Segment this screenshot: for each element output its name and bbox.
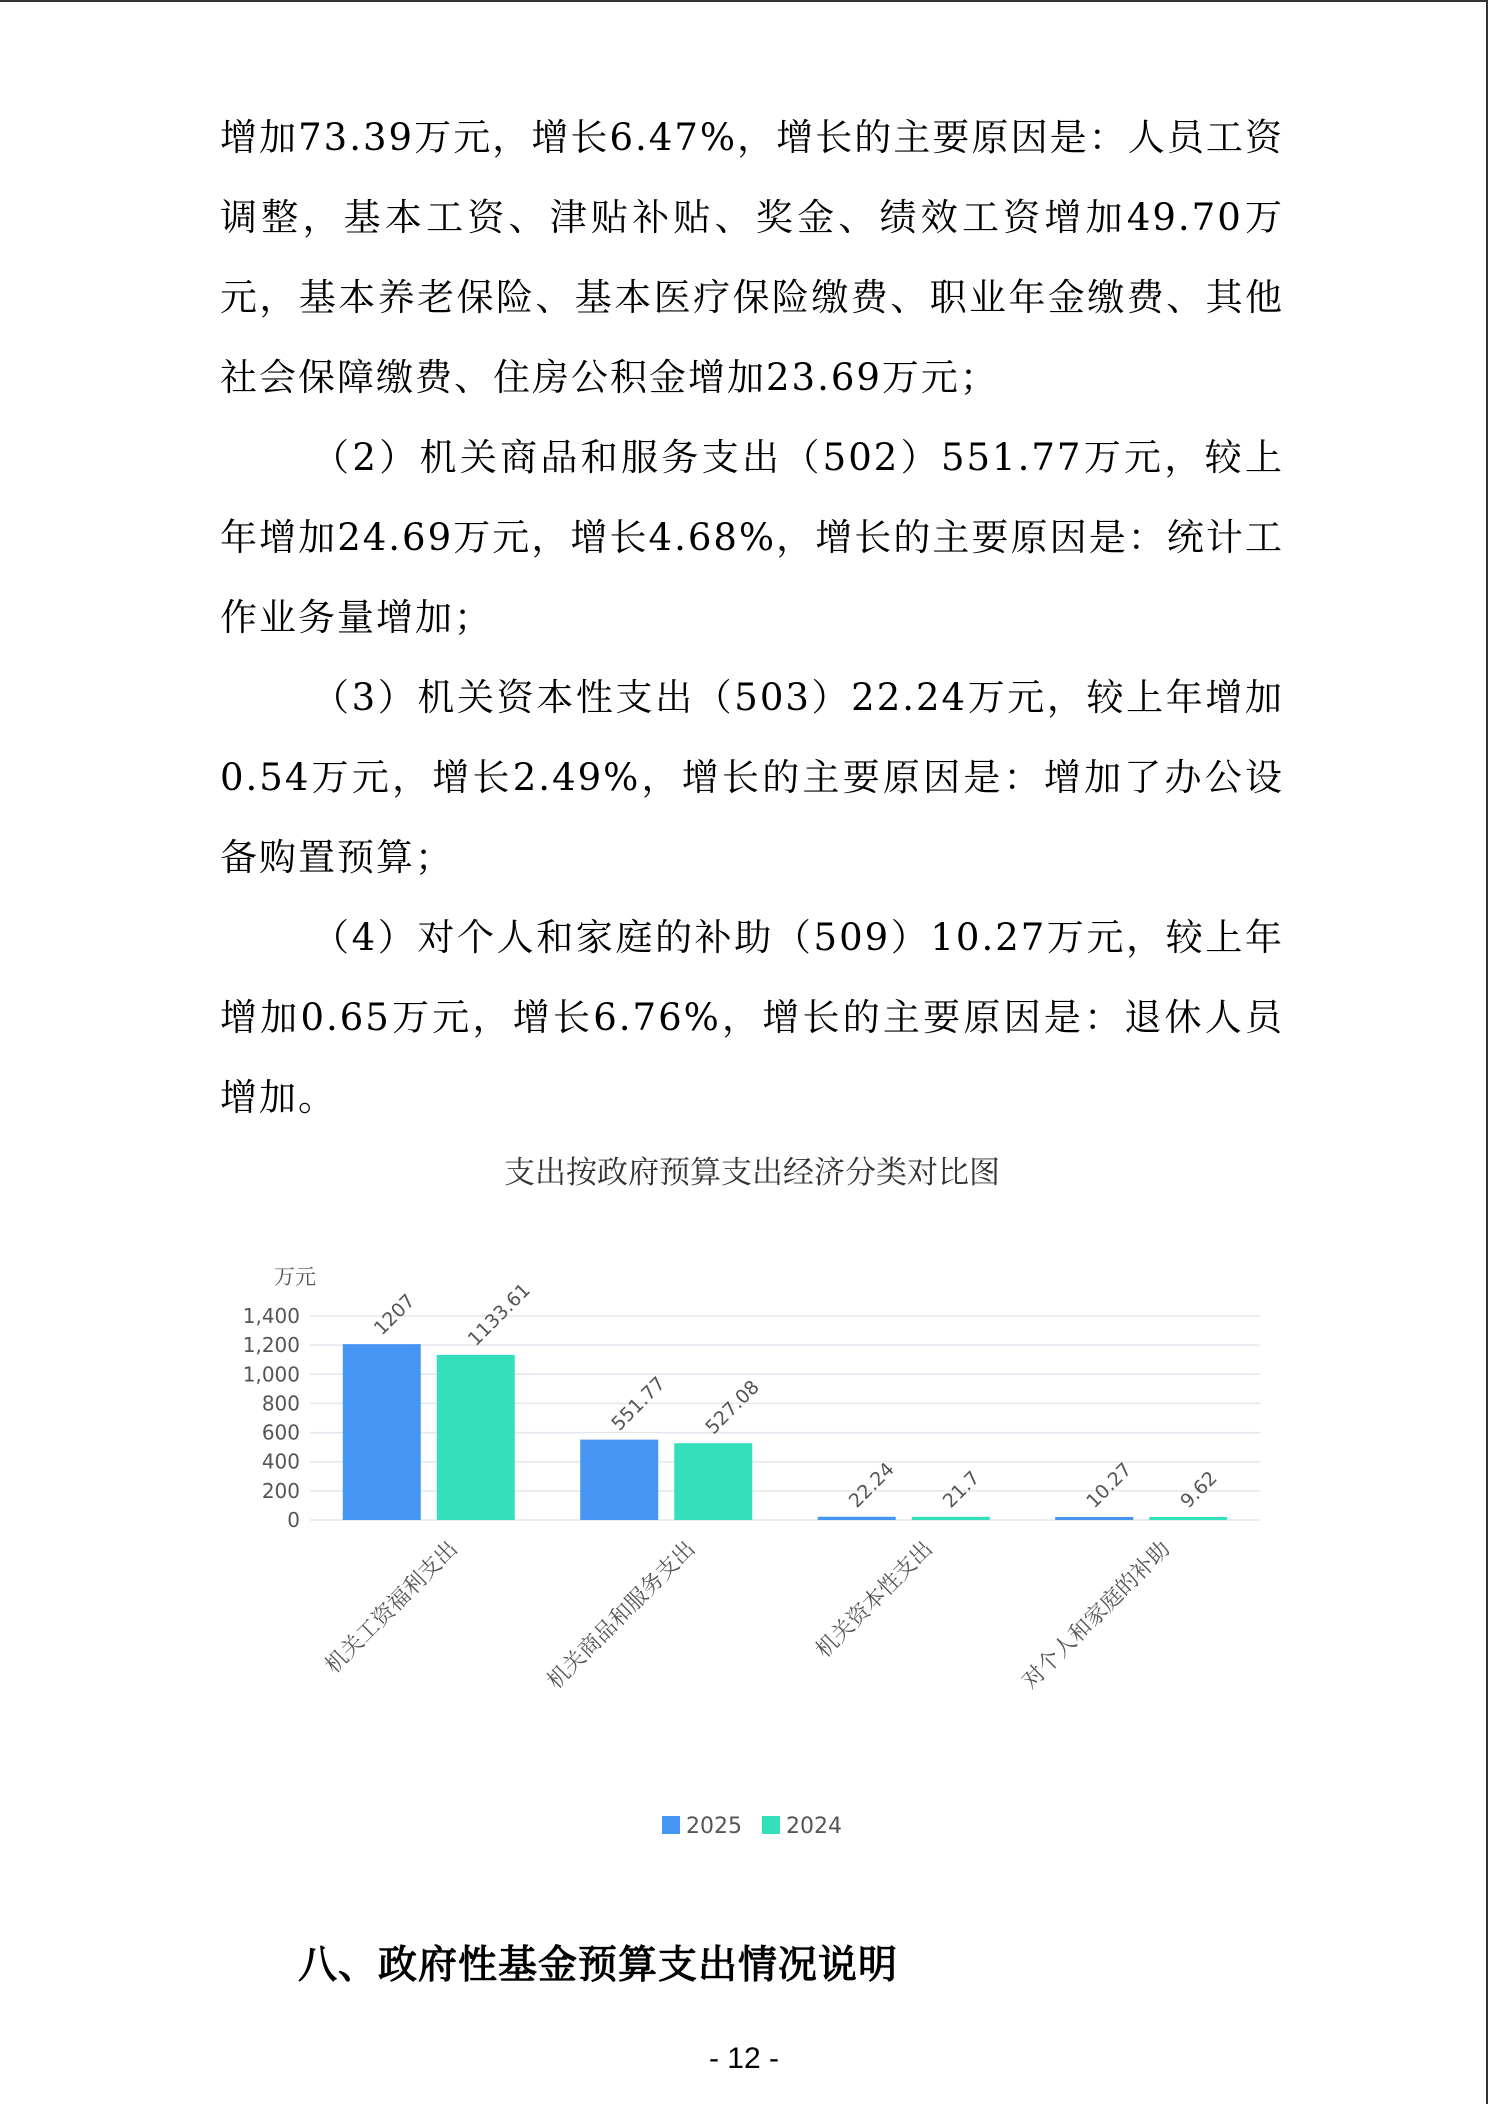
y-tick-label: 400 xyxy=(261,1449,300,1474)
data-label-2025: 10.27 xyxy=(1082,1458,1137,1513)
data-label-2025: 22.24 xyxy=(844,1458,899,1513)
legend-swatch-2024 xyxy=(762,1816,780,1834)
bar-2025 xyxy=(818,1517,896,1520)
y-tick-label: 1,400 xyxy=(242,1304,300,1328)
y-tick-label: 1,000 xyxy=(242,1362,300,1387)
x-category-label: 机关工资福利支出 xyxy=(320,1536,463,1679)
body-text xyxy=(220,98,1284,1138)
data-label-2024: 21.7 xyxy=(938,1466,985,1513)
bar-2024 xyxy=(437,1355,515,1520)
data-label-2024: 9.62 xyxy=(1176,1467,1222,1513)
data-label-2025: 1207 xyxy=(369,1289,420,1340)
x-category-label: 对个人和家庭的补助 xyxy=(1017,1536,1176,1695)
y-tick-label: 200 xyxy=(261,1478,300,1503)
y-tick-label: 0 xyxy=(287,1508,300,1532)
section-heading: 八、政府性基金预算支出情况说明 xyxy=(298,1943,899,1988)
data-label-2024: 1133.61 xyxy=(463,1279,535,1351)
bar-2025 xyxy=(343,1344,421,1520)
bar-2025 xyxy=(580,1440,658,1520)
y-tick-label: 1,200 xyxy=(242,1333,300,1358)
chart-svg xyxy=(220,1148,1284,1868)
bar-2024 xyxy=(912,1517,990,1520)
page-number: - 12 - xyxy=(708,2042,780,2075)
legend-label-2025: 2025 xyxy=(686,1814,742,1839)
paragraph-capital-expenditure: （3）机关资本性支出（503）22.24万元，较上年增加0.54万元，增长2.49%，增长的主要原因是：增加了办公设备购置预算； xyxy=(220,676,1284,879)
paragraph-goods-services: （2）机关商品和服务支出（502）551.77万元，较上年增加24.69万元，增长4.68%，增长的主要原因是：统计工作业务量增加； xyxy=(220,436,1284,639)
data-label-2025: 551.77 xyxy=(607,1372,670,1436)
x-category-label: 机关商品和服务支出 xyxy=(542,1536,701,1695)
y-tick-label: 800 xyxy=(261,1391,300,1416)
data-label-2024: 527.08 xyxy=(701,1376,764,1439)
bar-2024 xyxy=(674,1443,752,1520)
y-axis-unit-label: 万元 xyxy=(274,1265,316,1289)
y-tick-label: 600 xyxy=(261,1420,300,1445)
paragraph-household-subsidy: （4）对个人和家庭的补助（509）10.27万元，较上年增加0.65万元，增长6.76%，增长的主要原因是：退休人员增加。 xyxy=(220,916,1284,1119)
x-category-label: 机关资本性支出 xyxy=(811,1536,938,1664)
legend-swatch-2025 xyxy=(662,1816,680,1834)
expenditure-comparison-chart xyxy=(220,1148,1284,1868)
legend-label-2024: 2024 xyxy=(786,1814,842,1839)
chart-title: 支出按政府预算支出经济分类对比图 xyxy=(504,1155,1000,1191)
paragraph-wage-welfare: 增加73.39万元，增长6.47%，增长的主要原因是：人员工资调整，基本工资、津贴补贴、奖金、绩效工资增加49.70万元，基本养老保险、基本医疗保险缴费、职业年金缴费、其他社会保障缴费、住房公积金增加23.69万元； xyxy=(220,116,1284,399)
bar-2024 xyxy=(1149,1517,1227,1520)
bar-2025 xyxy=(1055,1517,1133,1520)
